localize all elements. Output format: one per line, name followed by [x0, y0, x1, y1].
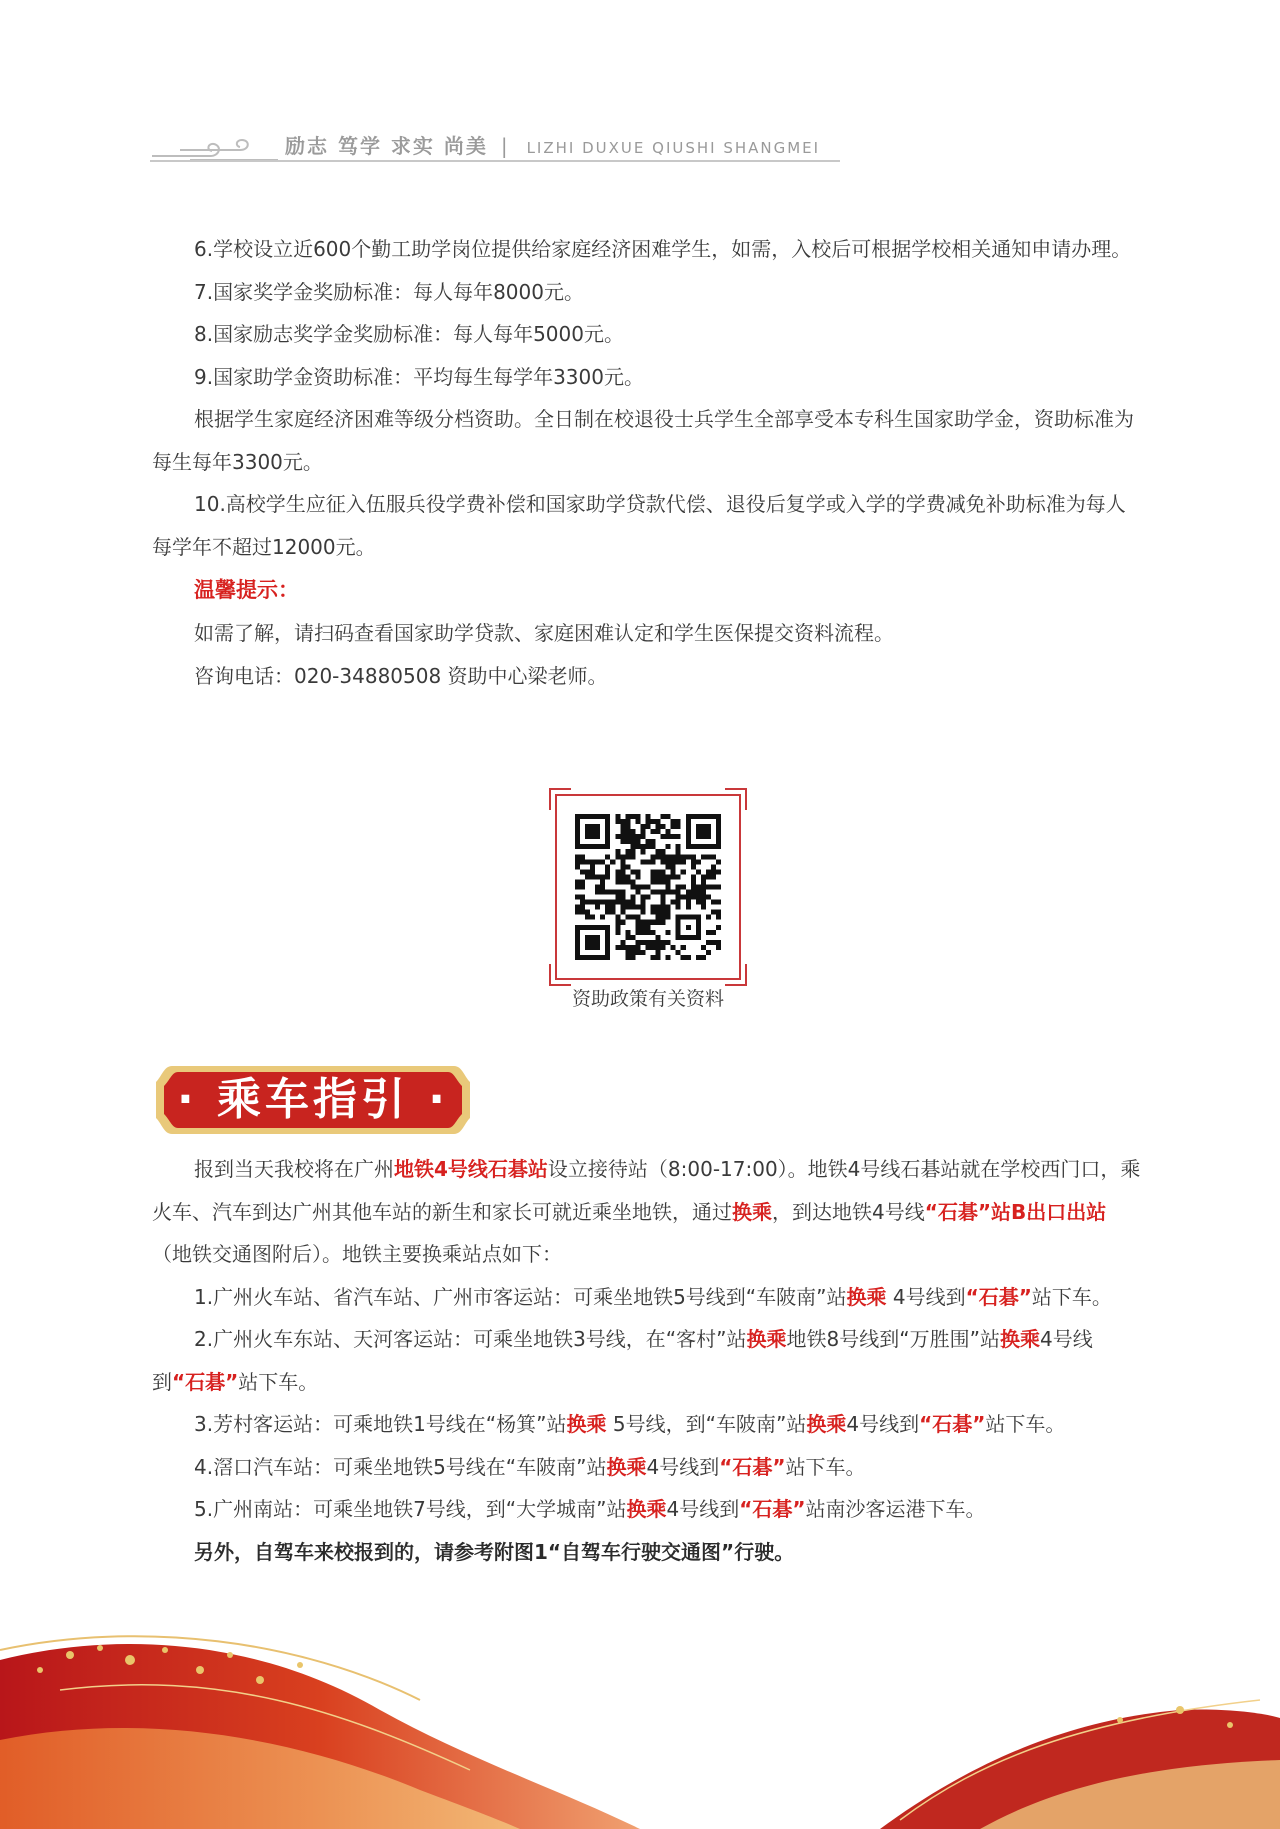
route-text: 1.广州火车站、省汽车站、广州市客运站：可乘坐地铁5号线到“车陂南”站 — [194, 1284, 847, 1309]
frame-corner — [549, 964, 571, 986]
route-highlight: “石碁” — [739, 1497, 806, 1521]
header-rule — [150, 160, 840, 162]
qr-caption: 资助政策有关资料 — [571, 988, 724, 1010]
route-5 — [152, 1488, 1142, 1531]
motto-cn: 励志 笃学 求实 尚美 — [285, 134, 488, 158]
section-title: · 乘车指引 · — [176, 1074, 450, 1125]
frame-corner — [725, 788, 747, 810]
route-text: 站下车。 — [1031, 1284, 1112, 1309]
route-text: 站下车。 — [985, 1412, 1066, 1436]
route-text: 5.广州南站：可乘坐地铁7号线，到“大学城南”站 — [194, 1497, 627, 1521]
route-text: 站下车。 — [238, 1369, 319, 1394]
route-text: 4号线到 — [846, 1412, 920, 1436]
route-highlight: 换乘 — [846, 1284, 887, 1309]
route-text: 4号线到 — [152, 1327, 1093, 1394]
aid-item-8: 8.国家励志奖学金奖励标准：每人每年5000元。 — [194, 322, 624, 346]
route-text: 站下车。 — [785, 1454, 866, 1479]
route-highlight: 换乘 — [806, 1412, 847, 1436]
route-text: 站南沙客运港下车。 — [805, 1497, 986, 1521]
aid-item-10: 10.高校学生应征入伍服兵役学费补偿和国家助学贷款代偿、退役后复学或入学的学费减免补助标准为每人每学年不超过12000元。 — [152, 492, 1126, 559]
intro-highlight: 换乘 — [732, 1199, 772, 1224]
aid-item-6: 6.学校设立近600个勤工助学岗位提供给家庭经济困难学生，如需，入校后可根据学校相关通知申请办理。 — [194, 237, 1132, 261]
route-highlight: “石碁” — [719, 1454, 786, 1479]
route-4 — [152, 1446, 1142, 1489]
frame-corner — [549, 788, 571, 810]
qr-code-frame — [555, 794, 741, 980]
route-highlight: 换乘 — [606, 1454, 647, 1479]
route-text: 5号线，到“车陂南”站 — [606, 1412, 807, 1436]
motto — [285, 130, 820, 159]
cloud-ornament-icon — [150, 132, 280, 162]
intro-text: 设立接待站（8:00-17:00）。地铁4号线石碁站就在学校西门口，乘火车、汽车到达广州其他车站的新生和家长可就近乘坐地铁，通过 — [152, 1157, 1141, 1224]
intro-text: ，到达地铁4号线 — [772, 1199, 925, 1224]
section-banner — [152, 1062, 474, 1138]
aid-item-9-detail: 根据学生家庭经济困难等级分档资助。全日制在校退役士兵学生全部享受本专科生国家助学金，资助标准为每生每年3300元。 — [152, 407, 1134, 474]
tip-title: 温馨提示： — [194, 578, 299, 602]
intro-text: 报到当天我校将在广州 — [194, 1157, 394, 1181]
tip-text: 如需了解，请扫码查看国家助学贷款、家庭困难认定和学生医保提交资料流程。 — [194, 621, 894, 645]
aid-section — [152, 228, 1142, 697]
route-3 — [152, 1403, 1142, 1446]
motto-separator: | — [500, 134, 510, 158]
wave-decoration-icon — [0, 1600, 1280, 1829]
intro-highlight: 地铁4号线石碁站 — [394, 1157, 548, 1181]
route-highlight: 换乘 — [746, 1327, 787, 1351]
route-1 — [152, 1276, 1142, 1319]
self-drive-note: 另外，自驾车来校报到的，请参考附图1“自驾车行驶交通图”行驶。 — [194, 1539, 795, 1564]
route-highlight: 换乘 — [566, 1412, 607, 1436]
route-text: 3.芳村客运站：可乘地铁1号线在“杨箕”站 — [194, 1412, 567, 1436]
route-text: 4号线到 — [646, 1454, 720, 1479]
aid-item-7: 7.国家奖学金奖励标准：每人每年8000元。 — [194, 279, 584, 304]
route-highlight: “石碁” — [919, 1412, 986, 1436]
intro-highlight: “石碁”站B出口出站 — [924, 1199, 1107, 1224]
route-text: 4.滘口汽车站：可乘坐地铁5号线在“车陂南”站 — [194, 1454, 607, 1479]
route-text: 2.广州火车东站、天河客运站：可乘坐地铁3号线，在“客村”站 — [194, 1327, 747, 1351]
route-highlight: “石碁” — [172, 1369, 239, 1394]
route-text: 4号线到 — [666, 1497, 740, 1521]
transport-section — [152, 1148, 1142, 1573]
page-header — [150, 126, 840, 166]
route-text: 4号线到 — [886, 1284, 966, 1309]
route-highlight: 换乘 — [999, 1327, 1040, 1351]
transport-intro — [152, 1148, 1142, 1276]
motto-en: LIZHI DUXUE QIUSHI SHANGMEI — [526, 139, 821, 157]
route-highlight: 换乘 — [626, 1497, 667, 1521]
route-2 — [152, 1318, 1142, 1403]
aid-item-9: 9.国家助学金资助标准：平均每生每学年3300元。 — [194, 364, 644, 389]
contact-phone: 咨询电话：020-34880508 资助中心梁老师。 — [194, 663, 608, 688]
qr-code-icon[interactable] — [575, 814, 721, 960]
route-text: 地铁8号线到“万胜围”站 — [786, 1327, 1000, 1351]
frame-corner — [725, 964, 747, 986]
intro-text: （地铁交通图附后）。地铁主要换乘站点如下： — [152, 1242, 562, 1266]
route-highlight: “石碁” — [965, 1284, 1032, 1309]
